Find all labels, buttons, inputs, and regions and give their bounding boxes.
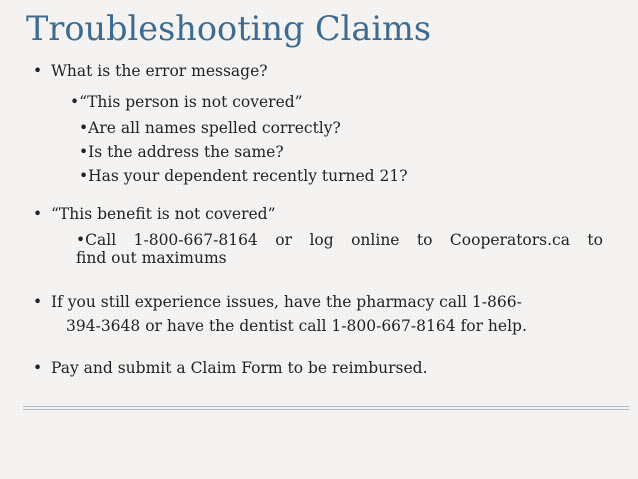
slide-title: Troubleshooting Claims [26,9,432,48]
phone-number: 1-800-667-8164 [133,231,258,249]
bullet-benefit-not-covered: “This benefit is not covered” [51,205,276,223]
bullet-error-message: What is the error message? [51,62,268,80]
word: to [416,231,433,249]
bullet-pay-submit: Pay and submit a Claim Form to be reimbursed. [51,359,428,377]
bullet-marker: • [33,359,43,377]
word: •Call [76,231,117,249]
bullet-still-issues-line1: If you still experience issues, have the pharmacy call 1-866- [51,293,522,311]
footer-divider-top [23,406,629,407]
word: online [351,231,400,249]
sub-bullet-person-not-covered: •“This person is not covered” [70,93,303,111]
sub-sub-bullet-names-spelled: •Are all names spelled correctly? [79,119,341,137]
bullet-still-issues-line2: 394-3648 or have the dentist call 1-800-667-8164 for help. [66,317,527,335]
word: or [275,231,292,249]
word: log [309,231,334,249]
word: to [587,231,603,249]
footer-divider-bottom [23,409,629,410]
sub-sub-bullet-address-same: •Is the address the same? [79,143,284,161]
sub-bullet-call-cooperators [76,230,603,250]
sub-sub-bullet-dependent-21: •Has your dependent recently turned 21? [79,167,408,185]
bullet-marker: • [33,293,43,311]
website-name: Cooperators.ca [449,231,570,249]
sub-bullet-find-maximums: find out maximums [76,249,227,267]
bullet-marker: • [33,205,43,223]
bullet-marker: • [33,62,43,80]
